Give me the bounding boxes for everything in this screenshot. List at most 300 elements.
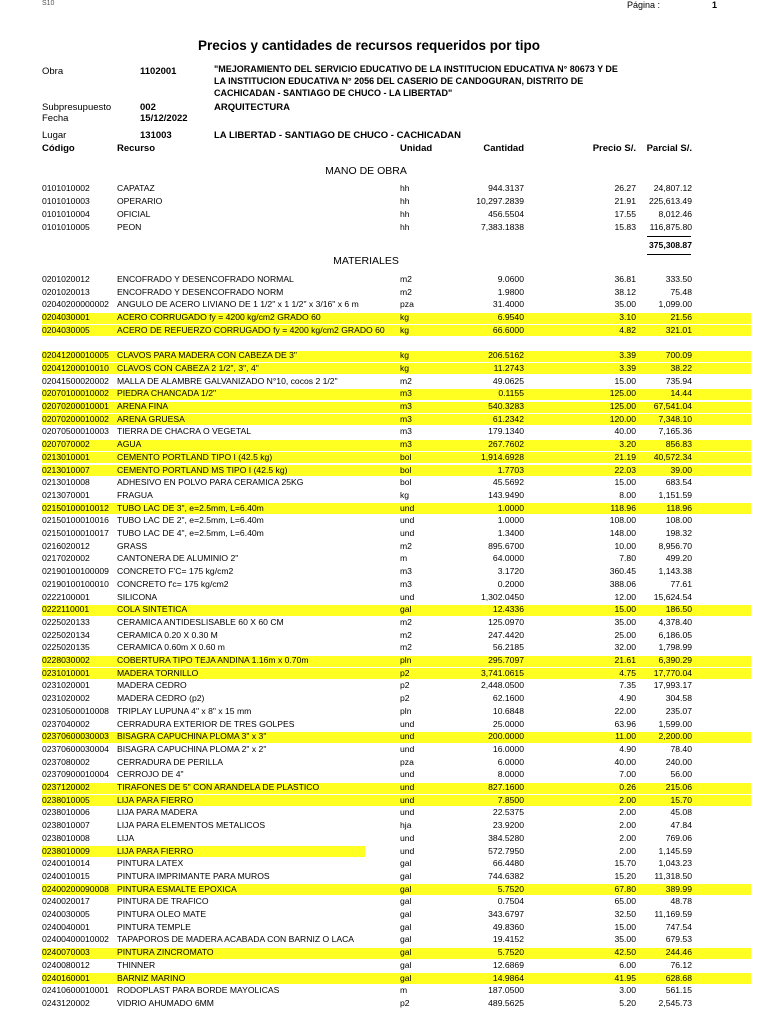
- table-row: [0, 884, 768, 896]
- cell-price: 3.10: [619, 312, 636, 323]
- page-label: Página :: [627, 0, 661, 10]
- cell-unit: hh: [400, 221, 410, 232]
- cell-code: 0238010007: [42, 820, 90, 831]
- cell-partial: 56.00: [670, 769, 692, 780]
- cell-quantity: 267.7602: [488, 439, 524, 450]
- cell-code: 0240020017: [42, 896, 90, 907]
- table-row: [0, 655, 768, 667]
- cell-partial: 244.46: [665, 947, 692, 958]
- cell-code: 02070200010002: [42, 413, 109, 424]
- cell-code: 0201020012: [42, 274, 90, 284]
- cell-resource: SILICONA: [117, 591, 158, 602]
- cell-price: 7.35: [619, 680, 636, 691]
- cell-quantity: 12.4336: [492, 604, 524, 615]
- cell-quantity: 14.9864: [492, 972, 524, 983]
- table-row: [0, 617, 768, 629]
- cell-partial: 321.01: [665, 324, 692, 335]
- cell-price: 3.00: [619, 985, 636, 996]
- cell-price: 35.00: [614, 299, 636, 310]
- cell-quantity: 1.9800: [497, 286, 524, 297]
- cell-partial: 75.48: [670, 286, 692, 297]
- cell-price: 10.00: [614, 540, 636, 551]
- cell-resource: MADERA TORNILLO: [117, 667, 199, 678]
- cell-unit: m3: [400, 413, 412, 424]
- cell-unit: m2: [400, 629, 412, 640]
- cell-quantity: 1.7703: [497, 464, 524, 475]
- cell-price: 40.00: [614, 756, 636, 767]
- cell-price: 125.00: [609, 401, 636, 411]
- cell-code: 02310500010008: [42, 705, 109, 716]
- cell-partial: 304.58: [665, 693, 692, 704]
- cell-resource: BISAGRA CAPUCHINA PLOMA 3" x 3": [117, 731, 267, 742]
- cell-unit: bol: [400, 464, 412, 475]
- cell-unit: pza: [400, 299, 414, 310]
- cell-partial: 333.50: [665, 274, 692, 284]
- cell-partial: 38.22: [670, 362, 692, 373]
- cell-unit: und: [400, 743, 415, 754]
- cell-price: 2.00: [619, 794, 636, 805]
- cell-price: 0.26: [619, 782, 636, 792]
- cell-resource: CERRADURA EXTERIOR DE TRES GOLPES: [117, 718, 295, 729]
- cell-unit: und: [400, 807, 415, 818]
- document-title: Precios y cantidades de recursos requeridos por tipo: [197, 38, 541, 53]
- cell-unit: kg: [400, 350, 410, 361]
- cell-quantity: 295.7097: [488, 655, 524, 665]
- cell-price: 108.00: [609, 515, 636, 526]
- cell-unit: m2: [400, 375, 412, 386]
- obra-label: Obra: [42, 66, 64, 77]
- cell-price: 65.00: [614, 896, 636, 907]
- cell-unit: gal: [400, 972, 412, 983]
- table-row: [0, 515, 768, 527]
- column-header-partial: Parcial S/.: [646, 143, 692, 154]
- cell-price: 3.39: [619, 362, 636, 373]
- cell-code: 0238010005: [42, 794, 90, 805]
- subpresupuesto-code: 002: [140, 102, 156, 113]
- table-row: [0, 985, 768, 997]
- cell-code: 0207070002: [42, 439, 90, 450]
- cell-unit: m3: [400, 388, 412, 399]
- cell-price: 21.19: [614, 451, 636, 462]
- cell-price: 3.20: [619, 439, 636, 450]
- cell-partial: 39.00: [670, 464, 692, 475]
- table-row: [0, 414, 768, 426]
- cell-code: 02370600030003: [42, 731, 109, 742]
- cell-price: 38.12: [614, 286, 636, 297]
- cell-partial: 499.20: [665, 553, 692, 564]
- cell-partial: 198.32: [665, 528, 692, 538]
- cell-code: 02150100010017: [42, 528, 109, 538]
- cell-quantity: 944.3137: [488, 183, 524, 193]
- table-row: [0, 299, 768, 311]
- cell-resource: RODOPLAST PARA BORDE MAYOLICAS: [117, 985, 280, 996]
- cell-price: 15.00: [614, 921, 636, 932]
- cell-unit: p2: [400, 680, 410, 691]
- table-row: [0, 477, 768, 489]
- table-row: [0, 846, 768, 858]
- cell-resource: PINTURA TEMPLE: [117, 921, 191, 932]
- cell-price: 22.00: [614, 705, 636, 716]
- cell-partial: 679.53: [665, 934, 692, 945]
- subpresupuesto-name: ARQUITECTURA: [214, 102, 290, 113]
- cell-price: 2.00: [619, 845, 636, 856]
- lugar-name: LA LIBERTAD - SANTIAGO DE CHUCO - CACHICADAN: [214, 130, 461, 141]
- cell-code: 0240040001: [42, 921, 90, 932]
- cell-price: 4.82: [619, 324, 636, 335]
- cell-price: 8.00: [619, 489, 636, 500]
- cell-partial: 1,599.00: [658, 718, 692, 729]
- cell-price: 36.81: [614, 274, 636, 284]
- cell-partial: 118.96: [666, 502, 692, 513]
- cell-unit: gal: [400, 604, 412, 615]
- cell-resource: PINTURA IMPRIMANTE PARA MUROS: [117, 870, 270, 881]
- cell-resource: ACERO CORRUGADO fy = 4200 kg/cm2 GRADO 60: [117, 312, 321, 323]
- cell-code: 0240080012: [42, 959, 90, 970]
- cell-code: 0101010004: [42, 208, 90, 219]
- table-row: [0, 693, 768, 705]
- cell-partial: 78.40: [670, 743, 692, 754]
- cell-quantity: 9.0600: [497, 274, 524, 284]
- cell-code: 02041200010010: [42, 362, 109, 373]
- cell-quantity: 0.1155: [498, 388, 524, 399]
- table-row: [0, 795, 768, 807]
- table-row: [0, 604, 768, 616]
- cell-quantity: 456.5504: [488, 208, 524, 219]
- cell-code: 02070500010003: [42, 426, 109, 437]
- cell-code: 0238010008: [42, 832, 90, 843]
- cell-quantity: 61.2342: [492, 413, 524, 424]
- obra-code: 1102001: [140, 66, 177, 77]
- cell-partial: 15,624.54: [653, 591, 692, 602]
- cell-unit: und: [400, 782, 415, 792]
- cell-price: 3.39: [619, 350, 636, 361]
- cell-resource: CERRADURA DE PERILLA: [117, 756, 224, 767]
- cell-resource: ARENA FINA: [117, 401, 169, 411]
- cell-unit: und: [400, 794, 415, 805]
- table-row: [0, 782, 768, 794]
- cell-code: 02041500020002: [42, 375, 109, 386]
- cell-quantity: 11.2743: [493, 362, 524, 373]
- table-row: [0, 325, 768, 337]
- cell-resource: PINTURA ZINCROMATO: [117, 947, 214, 958]
- table-row: [0, 757, 768, 769]
- cell-price: 15.83: [614, 221, 636, 232]
- cell-unit: und: [400, 591, 415, 602]
- cell-quantity: 49.0625: [492, 375, 524, 386]
- cell-resource: TUBO LAC DE 3", e=2.5mm, L=6.40m: [117, 502, 264, 513]
- cell-partial: 67,541.04: [653, 401, 692, 411]
- cell-resource: TRIPLAY LUPUNA 4" x 8" x 15 mm: [117, 705, 252, 716]
- cell-quantity: 62.1600: [492, 693, 524, 704]
- page-number: 1: [712, 0, 718, 10]
- table-row: [0, 222, 768, 234]
- cell-code: 0213010001: [42, 451, 90, 462]
- cell-unit: p2: [400, 693, 410, 704]
- cell-partial: 1,798.99: [658, 642, 692, 653]
- cell-unit: m3: [400, 426, 412, 437]
- cell-code: 0101010002: [42, 183, 90, 193]
- cell-unit: pln: [400, 705, 412, 716]
- cell-quantity: 489.5625: [488, 997, 524, 1008]
- cell-code: 02150100010016: [42, 515, 109, 526]
- column-header-unit: Unidad: [400, 143, 433, 154]
- cell-price: 26.27: [614, 183, 636, 193]
- cell-code: 0101010003: [42, 195, 90, 206]
- cell-unit: m2: [400, 616, 412, 627]
- cell-price: 35.00: [614, 616, 636, 627]
- cell-resource: CERAMICA 0.60m X 0.60 m: [117, 642, 225, 653]
- table-row: [0, 388, 768, 400]
- cell-unit: gal: [400, 947, 412, 958]
- cell-quantity: 187.0500: [488, 985, 524, 996]
- cell-quantity: 31.4000: [492, 299, 524, 310]
- cell-resource: GRASS: [117, 540, 148, 551]
- cell-quantity: 540.3283: [488, 401, 524, 411]
- cell-unit: m3: [400, 439, 412, 450]
- table-row: [0, 706, 768, 718]
- cell-partial: 76.12: [670, 959, 692, 970]
- cell-quantity: 56.2185: [492, 642, 524, 653]
- cell-resource: BISAGRA CAPUCHINA PLOMA 2" x 2": [117, 743, 267, 754]
- cell-partial: 628.68: [665, 972, 692, 983]
- section-title-materiales: MATERIALES: [333, 255, 399, 267]
- cell-quantity: 572.7950: [488, 845, 524, 856]
- cell-partial: 747.54: [665, 921, 692, 932]
- cell-partial: 116,875.80: [649, 221, 692, 232]
- cell-code: 0201020013: [42, 286, 90, 297]
- cell-resource: CAPATAZ: [117, 183, 155, 193]
- lugar-label: Lugar: [42, 130, 67, 141]
- cell-unit: hja: [400, 820, 412, 831]
- cell-quantity: 25.0000: [492, 718, 524, 729]
- column-header-price: Precio S/.: [592, 143, 636, 154]
- cell-partial: 735.94: [665, 375, 692, 386]
- cell-partial: 45.08: [670, 807, 692, 818]
- table-row: [0, 769, 768, 781]
- cell-code: 0216020012: [42, 540, 90, 551]
- table-row: [0, 642, 768, 654]
- cell-resource: ADHESIVO EN POLVO PARA CERAMICA 25KG: [117, 477, 304, 488]
- cell-code: 0240070003: [42, 947, 90, 958]
- cell-code: 02190100100010: [42, 578, 109, 589]
- cell-unit: m: [400, 985, 408, 996]
- cell-quantity: 7.8500: [497, 794, 524, 805]
- cell-code: 02370900010004: [42, 769, 109, 780]
- cell-quantity: 5.7520: [497, 947, 524, 958]
- cell-quantity: 1,302.0450: [480, 591, 524, 602]
- cell-quantity: 1.0000: [497, 515, 524, 526]
- table-row: [0, 363, 768, 375]
- cell-price: 32.00: [614, 642, 636, 653]
- cell-price: 125.00: [609, 388, 636, 399]
- cell-resource: CEMENTO PORTLAND TIPO I (42.5 kg): [117, 451, 273, 462]
- cell-code: 0240030005: [42, 909, 90, 919]
- table-row: [0, 541, 768, 553]
- cell-price: 148.00: [609, 528, 636, 538]
- cell-code: 0231020001: [42, 680, 90, 691]
- cell-partial: 24,807.12: [653, 183, 692, 193]
- cell-price: 21.91: [614, 195, 636, 206]
- cell-partial: 1,099.00: [658, 299, 692, 310]
- table-row: [0, 922, 768, 934]
- cell-price: 15.00: [614, 477, 636, 488]
- table-row: [0, 287, 768, 299]
- table-row: [0, 871, 768, 883]
- cell-partial: 14.44: [670, 388, 692, 399]
- cell-quantity: 7,383.1838: [480, 221, 524, 232]
- table-row: [0, 680, 768, 692]
- cell-partial: 186.50: [665, 604, 692, 615]
- cell-quantity: 12.6869: [492, 959, 524, 970]
- cell-price: 4.90: [619, 693, 636, 704]
- cell-code: 02070100010002: [42, 388, 109, 399]
- cell-price: 15.70: [614, 858, 636, 869]
- table-row: [0, 807, 768, 819]
- cell-quantity: 0.7504: [497, 896, 524, 907]
- cell-partial: 8,012.46: [658, 208, 692, 219]
- cell-code: 0204030005: [42, 324, 90, 335]
- obra-description-line-2: LA INSTITUCION EDUCATIVA N° 2056 DEL CASERIO DE CANDOGURAN, DISTRITO DE: [214, 76, 584, 86]
- cell-unit: m3: [400, 566, 412, 577]
- table-row: [0, 719, 768, 731]
- cell-partial: 2,200.00: [658, 731, 692, 742]
- cell-resource: ARENA GRUESA: [117, 413, 185, 424]
- fecha-label: Fecha: [42, 113, 69, 124]
- cell-partial: 2,545.73: [658, 997, 692, 1008]
- cell-resource: LIJA PARA MADERA: [117, 807, 198, 818]
- cell-unit: m2: [400, 274, 412, 284]
- cell-quantity: 895.6700: [488, 540, 524, 551]
- table-row: [0, 592, 768, 604]
- table-row: [0, 553, 768, 565]
- subpresupuesto-label: Subpresupuesto: [42, 102, 112, 113]
- cell-unit: gal: [400, 921, 412, 932]
- cell-partial: 1,143.38: [658, 566, 692, 577]
- cell-unit: hh: [400, 195, 410, 206]
- cell-partial: 769.06: [665, 832, 692, 843]
- cell-partial: 21.56: [670, 312, 692, 323]
- table-row: [0, 465, 768, 477]
- cell-resource: LIJA PARA FIERRO: [117, 845, 194, 856]
- cell-unit: kg: [400, 324, 410, 335]
- table-row: [0, 376, 768, 388]
- cell-quantity: 66.4480: [492, 858, 524, 869]
- cell-quantity: 206.5162: [488, 350, 524, 361]
- cell-price: 41.95: [614, 972, 636, 983]
- cell-code: 0213070001: [42, 489, 90, 500]
- table-row: [0, 744, 768, 756]
- table-row: [0, 312, 768, 324]
- cell-code: 02190100100009: [42, 566, 109, 577]
- cell-price: 360.45: [609, 566, 636, 577]
- cell-resource: ANGULO DE ACERO LIVIANO DE 1 1/2" x 1 1/2" x 3/16" x 6 m: [117, 299, 359, 310]
- cell-price: 15.20: [614, 870, 636, 881]
- cell-unit: m2: [400, 642, 412, 653]
- cell-quantity: 125.0970: [488, 616, 524, 627]
- subtotal-rule-top: [647, 236, 691, 237]
- cell-resource: PINTURA ESMALTE EPOXICA: [117, 883, 237, 894]
- cell-code: 0225020134: [42, 629, 90, 640]
- cell-resource: OFICIAL: [117, 208, 151, 219]
- cell-partial: 15.70: [670, 794, 692, 805]
- table-row: [0, 947, 768, 959]
- cell-partial: 1,145.59: [658, 845, 692, 856]
- cell-resource: COLA SINTETICA: [117, 604, 188, 615]
- cell-resource: PINTURA OLEO MATE: [117, 909, 207, 919]
- cell-resource: LIJA: [117, 832, 135, 843]
- cell-code: 0238010006: [42, 807, 90, 818]
- table-row: [0, 973, 768, 985]
- cell-quantity: 1.3400: [497, 528, 524, 538]
- cell-unit: und: [400, 731, 415, 742]
- cell-partial: 856.83: [665, 439, 692, 450]
- cell-partial: 47.84: [670, 820, 692, 831]
- cell-partial: 1,151.59: [658, 489, 692, 500]
- cell-price: 6.00: [619, 959, 636, 970]
- cell-price: 118.96: [610, 502, 636, 513]
- cell-unit: m: [400, 553, 408, 564]
- section-title-mano-de-obra: MANO DE OBRA: [325, 165, 407, 177]
- cell-unit: gal: [400, 883, 412, 894]
- cell-resource: TUBO LAC DE 4", e=2.5mm, L=6.40m: [117, 528, 264, 538]
- cell-quantity: 143.9490: [488, 489, 524, 500]
- cell-resource: BARNIZ MARINO: [117, 972, 186, 983]
- cell-resource: CLAVOS PARA MADERA CON CABEZA DE 3": [117, 350, 297, 361]
- cell-quantity: 22.5375: [492, 807, 524, 818]
- cell-partial: 561.15: [665, 985, 692, 996]
- cell-resource: PIEDRA CHANCADA 1/2": [117, 388, 217, 399]
- cell-resource: VIDRIO AHUMADO 6MM: [117, 997, 214, 1008]
- cell-code: 02400200090008: [42, 883, 109, 894]
- table-row: [0, 960, 768, 972]
- cell-unit: und: [400, 502, 415, 513]
- cell-code: 0237040002: [42, 718, 90, 729]
- cell-quantity: 3,741.0615: [480, 667, 524, 678]
- cell-code: 0240010015: [42, 870, 90, 881]
- table-row: [0, 896, 768, 908]
- cell-resource: OPERARIO: [117, 195, 163, 206]
- cell-quantity: 6.0000: [497, 756, 524, 767]
- cell-quantity: 10,297.2839: [476, 195, 524, 206]
- cell-code: 02400400010002: [42, 934, 109, 945]
- cell-unit: gal: [400, 896, 412, 907]
- cell-unit: gal: [400, 909, 412, 919]
- cell-price: 7.00: [619, 769, 636, 780]
- cell-resource: TIRAFONES DE 5" CON ARANDELA DE PLASTICO: [117, 782, 320, 792]
- table-row: [0, 183, 768, 195]
- cell-partial: 6,390.29: [658, 655, 692, 665]
- cell-quantity: 64.0000: [492, 553, 524, 564]
- fecha-value: 15/12/2022: [140, 113, 188, 124]
- cell-code: 0237080002: [42, 756, 90, 767]
- cell-unit: m2: [400, 540, 412, 551]
- mano-de-obra-subtotal: 375,308.87: [648, 240, 692, 250]
- cell-quantity: 19.4152: [492, 934, 524, 945]
- cell-resource: MALLA DE ALAMBRE GALVANIZADO N°10, cocos 2 1/2": [117, 375, 338, 386]
- cell-code: 0222110001: [42, 604, 90, 615]
- cell-quantity: 384.5280: [488, 832, 524, 843]
- table-row: [0, 998, 768, 1010]
- cell-price: 63.96: [614, 718, 636, 729]
- cell-unit: kg: [400, 312, 410, 323]
- cell-unit: und: [400, 769, 415, 780]
- cell-partial: 6,186.05: [658, 629, 692, 640]
- cell-quantity: 1.0000: [497, 502, 524, 513]
- cell-code: 0240010014: [42, 858, 90, 869]
- cell-price: 12.00: [614, 591, 636, 602]
- cell-price: 2.00: [619, 820, 636, 831]
- cell-resource: LIJA PARA FIERRO: [117, 794, 194, 805]
